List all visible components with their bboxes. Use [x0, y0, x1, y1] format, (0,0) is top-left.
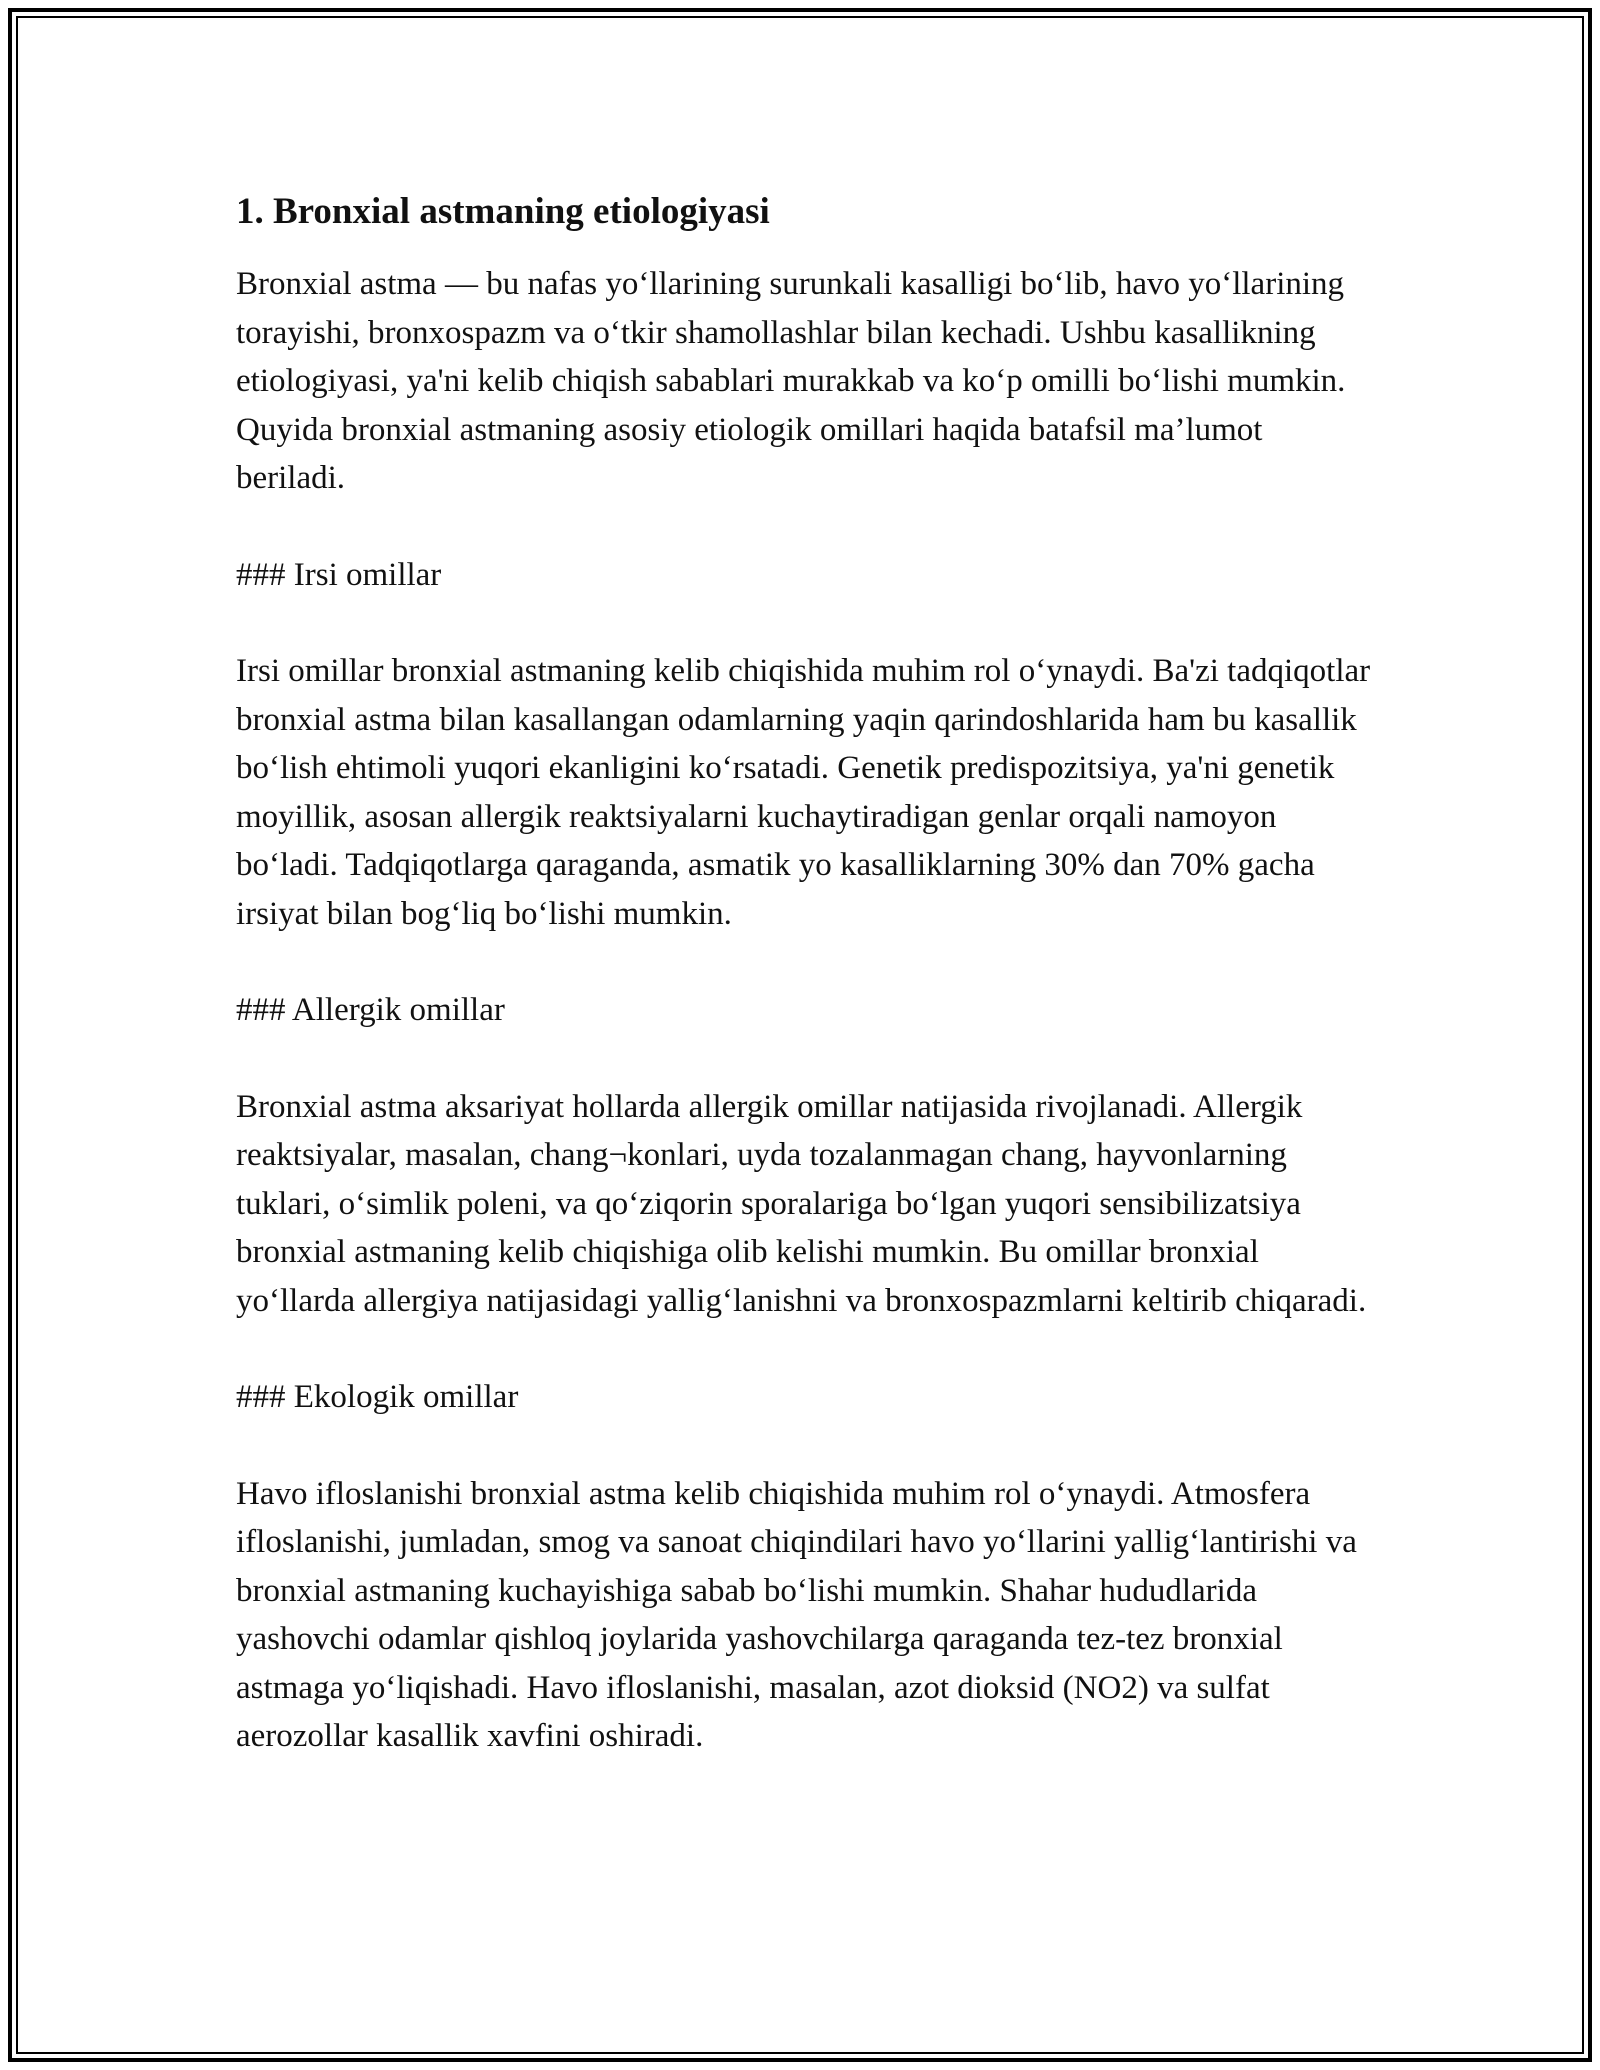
document-title: 1. Bronxial astmaning etiologiyasi — [236, 191, 770, 232]
section-heading-allergik: ### Allergik omillar — [236, 992, 505, 1028]
section-heading-irsi: ### Irsi omillar — [236, 556, 442, 593]
section-paragraph-ekologik: Havo ifloslanishi bronxial astma kelib chiqishida muhim rol o‘ynaydi. Atmosfera ifloslanishi, jumladan, smog va sanoat chiqindilari havo yo‘llarini yallig‘lantirishi va bronxial astmaning kuchayishiga sabab bo‘lishi mumkin. Shahar hududlarida yashovchi odamlar qishloq joylarida yashovchilarga qaraganda tez-tez bronxial astmaga yo‘liqishadi. Havo ifloslanishi, masalan, azot dioksid (NO2) va sulfat aerozollar kasallik xavfini oshiradi. — [236, 1475, 1357, 1754]
section-paragraph-allergik: Bronxial astma aksariyat hollarda allergik omillar natijasida rivojlanadi. Allergik reaktsiyalar, masalan, chang¬konlari, uyda tozalanmagan chang, hayvonlarning tuklari, o‘simlik poleni, va qo‘ziqorin sporalariga bo‘lgan yuqori sensibilizatsiya bronxial astmaning kelib chiqishiga olib kelishi mumkin. Bu omillar bronxial yo‘llarda allergiya natijasidagi yallig‘lanishni va bronxospazmlarni keltirib chiqaradi. — [236, 1088, 1367, 1319]
intro-paragraph: Bronxial astma — bu nafas yo‘llarining surunkali kasalligi bo‘lib, havo yo‘llarining torayishi, bronxospazm va o‘tkir shamollashlar bilan kechadi. Ushbu kasallikning etiologiyasi, ya'ni kelib chiqish sabablari murakkab va ko‘p omilli bo‘lishi mumkin. Quyida bronxial astmaning asosiy etiologik omillari haqida batafsil ma’lumot beriladi. — [236, 266, 1346, 496]
section-heading-ekologik: ### Ekologik omillar — [236, 1379, 519, 1415]
section-paragraph-irsi: Irsi omillar bronxial astmaning kelib chiqishida muhim rol o‘ynaydi. Ba'zi tadqiqotlar bronxial astma bilan kasallangan odamlarning yaqin qarindoshlarida ham bu kasallik bo‘lish ehtimoli yuqori ekanligini ko‘rsatadi. Genetik predispozitsiya, ya'ni genetik moyillik, asosan allergik reaktsiyalarni kuchaytiradigan genlar orqali namoyon bo‘ladi. Tadqiqotlarga qaraganda, asmatik yo kasalliklarning 30% dan 70% gacha irsiyat bilan bog‘liq bo‘lishi mumkin. — [236, 653, 1371, 932]
document-body — [236, 186, 1376, 1809]
